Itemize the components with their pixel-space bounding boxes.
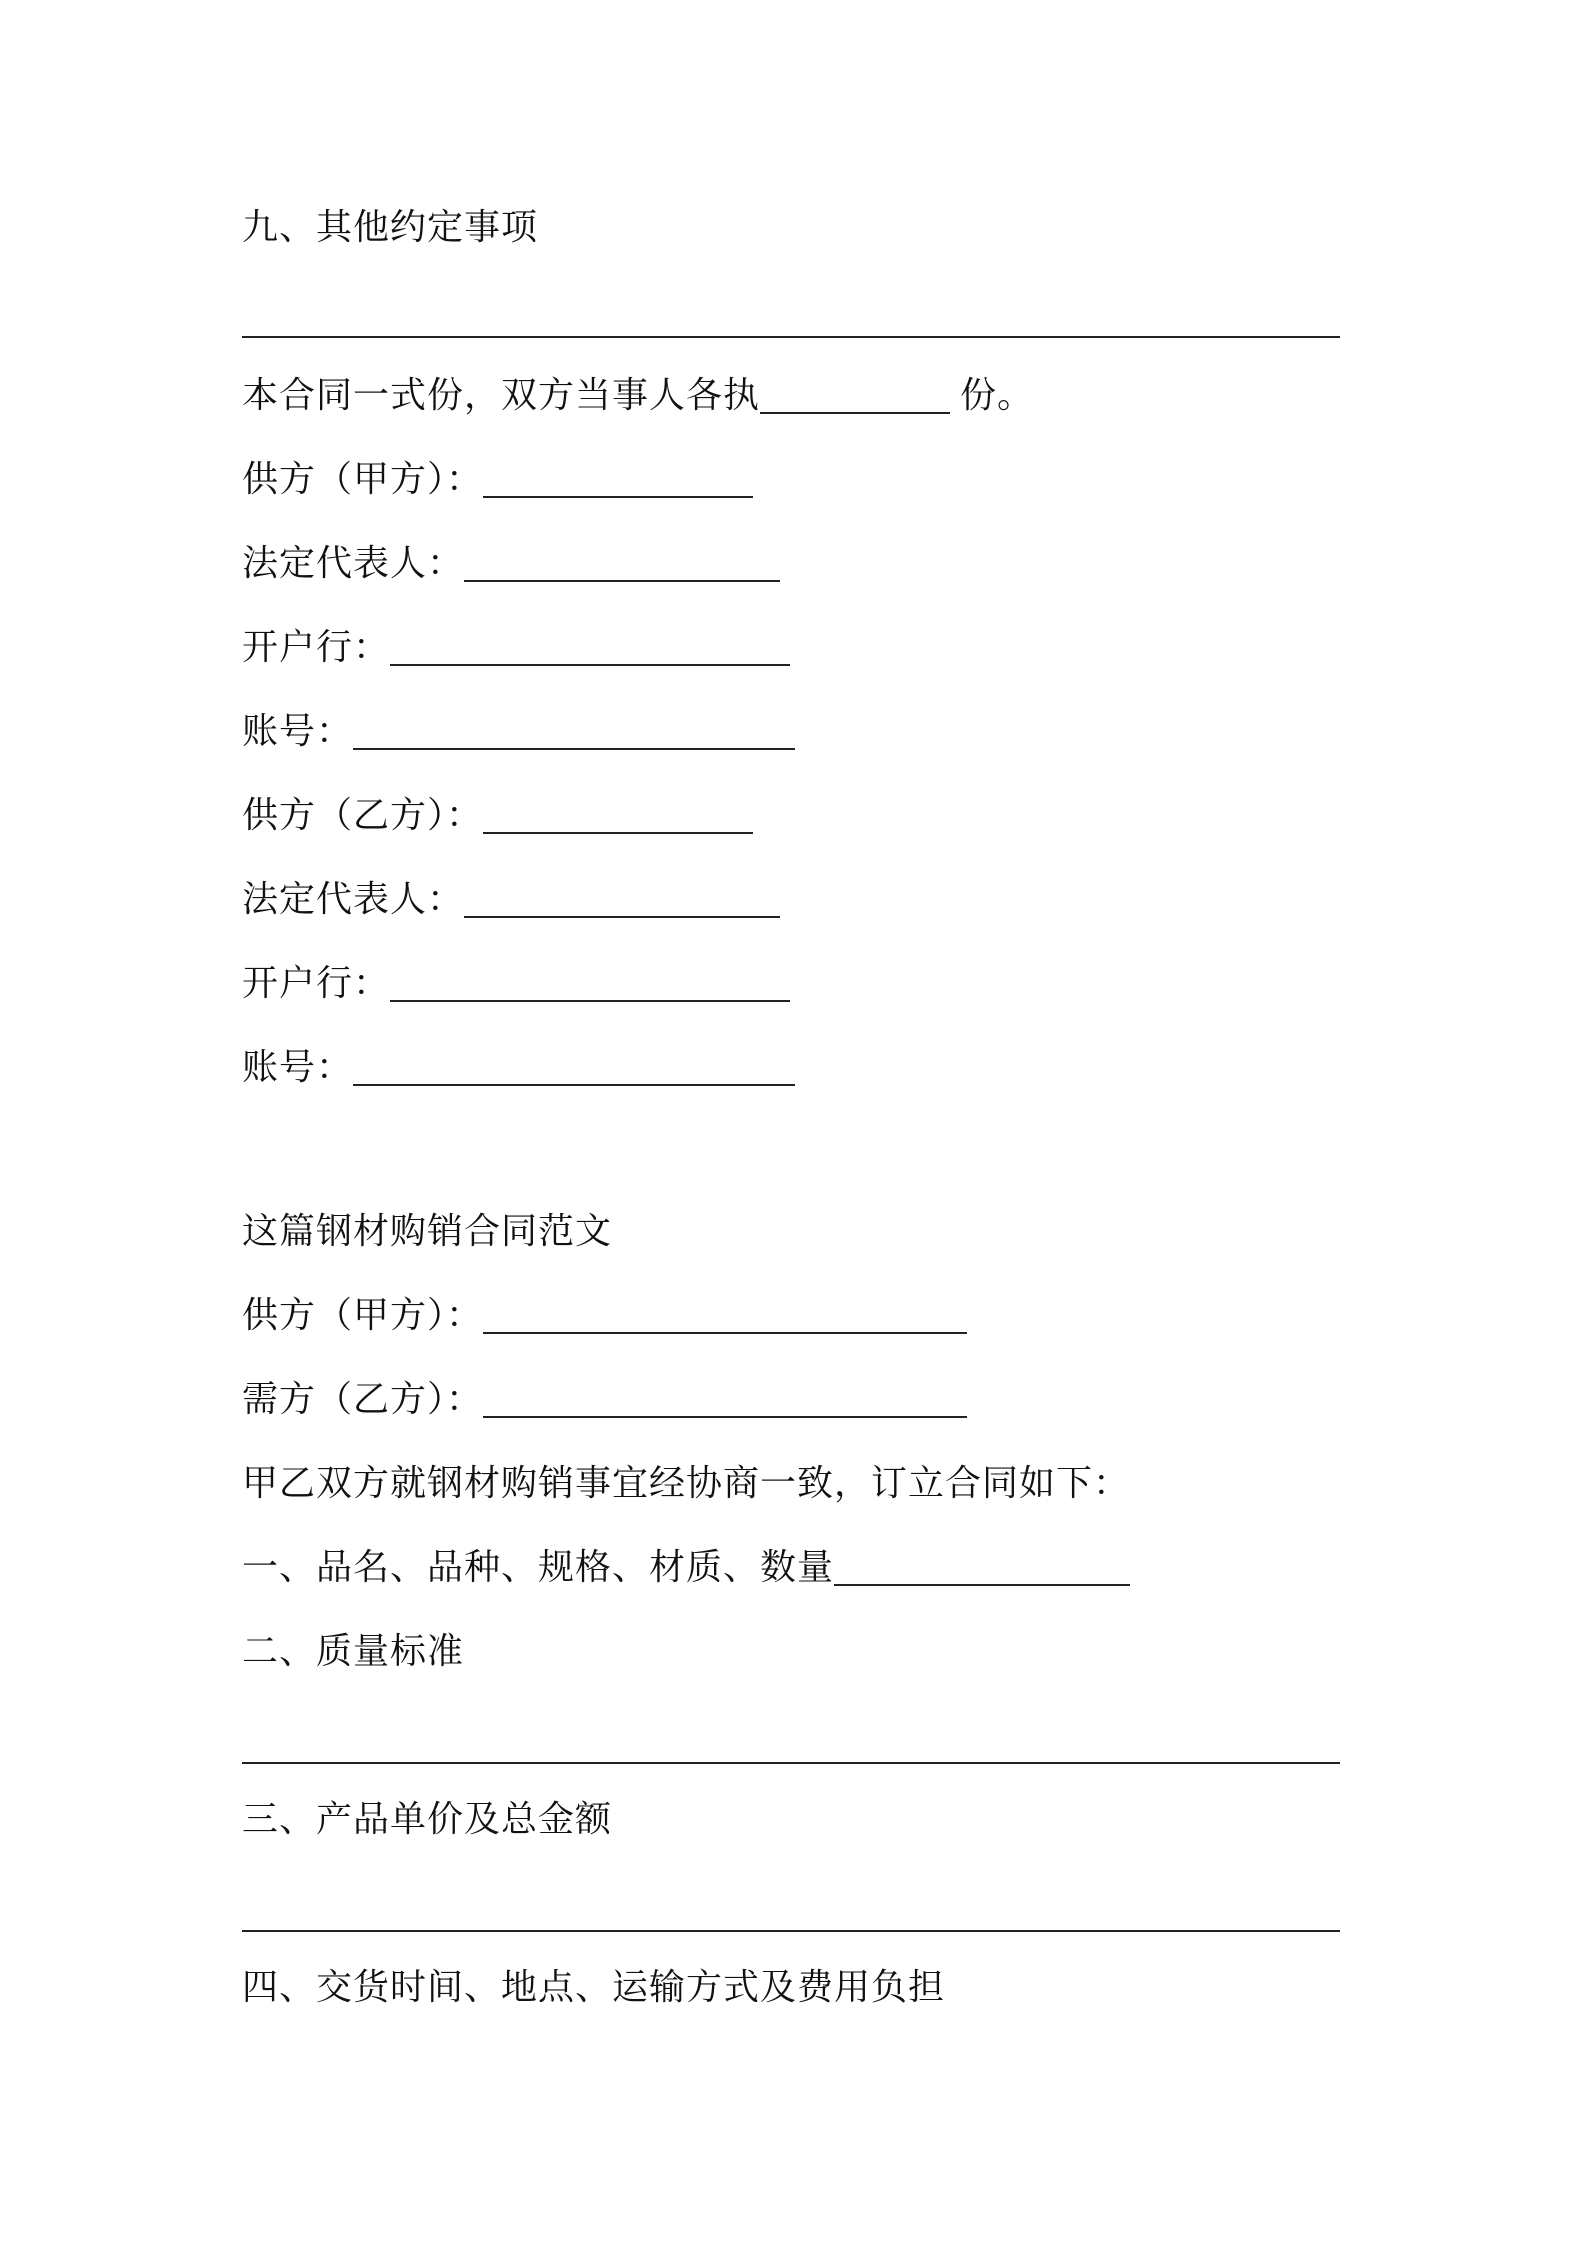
legal-rep-a-blank	[464, 540, 780, 582]
blank-rule-section-9	[242, 336, 1340, 338]
supplier-line	[242, 1292, 967, 1340]
sample-title-text: 这篇钢材购销合同范文	[242, 1211, 613, 1252]
copies-blank	[760, 372, 950, 414]
bank-b-label: 开户行：	[242, 963, 391, 1004]
supplier-label: 供方（甲方）：	[242, 1295, 484, 1336]
section-1-text: 一、品名、品种、规格、材质、数量	[242, 1547, 835, 1588]
agreement-intro	[242, 1460, 1130, 1508]
account-b-label: 账号：	[242, 1047, 354, 1088]
section-2-heading	[242, 1628, 464, 1676]
section-1-line	[242, 1544, 1130, 1592]
bank-b-line	[242, 960, 790, 1008]
legal-rep-a-line	[242, 540, 780, 588]
account-a-line	[242, 708, 795, 756]
party-b-blank	[483, 792, 753, 834]
agreement-intro-text: 甲乙双方就钢材购销事宜经协商一致，订立合同如下：	[242, 1463, 1131, 1504]
party-b-label: 供方（乙方）：	[242, 795, 484, 836]
section-9-heading	[242, 204, 538, 252]
bank-a-blank	[390, 624, 790, 666]
bank-a-line	[242, 624, 790, 672]
blank-rule-section-2	[242, 1762, 1340, 1764]
section-9-heading-text: 九、其他约定事项	[242, 207, 539, 248]
buyer-label: 需方（乙方）：	[242, 1379, 484, 1420]
supplier-blank	[483, 1292, 967, 1334]
section-1-blank	[834, 1544, 1130, 1586]
blank-rule-section-3	[242, 1930, 1340, 1932]
legal-rep-b-label: 法定代表人：	[242, 879, 465, 920]
account-a-label: 账号：	[242, 711, 354, 752]
section-2-text: 二、质量标准	[242, 1631, 465, 1672]
legal-rep-a-label: 法定代表人：	[242, 543, 465, 584]
sample-title	[242, 1208, 612, 1256]
buyer-blank	[483, 1376, 967, 1418]
buyer-line	[242, 1376, 967, 1424]
legal-rep-b-blank	[464, 876, 780, 918]
section-3-heading	[242, 1796, 612, 1844]
section-4-text: 四、交货时间、地点、运输方式及费用负担	[242, 1967, 946, 2008]
copies-clause-text: 本合同一式份，双方当事人各执	[242, 375, 761, 416]
party-b-line	[242, 792, 753, 840]
legal-rep-b-line	[242, 876, 780, 924]
account-b-blank	[353, 1044, 795, 1086]
section-3-text: 三、产品单价及总金额	[242, 1799, 613, 1840]
account-a-blank	[353, 708, 795, 750]
account-b-line	[242, 1044, 795, 1092]
party-a-line	[242, 456, 753, 504]
section-4-heading	[242, 1964, 945, 2012]
party-a-blank	[483, 456, 753, 498]
copies-clause-suffix: 份。	[960, 375, 1035, 416]
copies-clause	[242, 372, 1034, 420]
bank-a-label: 开户行：	[242, 627, 391, 668]
bank-b-blank	[390, 960, 790, 1002]
party-a-label: 供方（甲方）：	[242, 459, 484, 500]
